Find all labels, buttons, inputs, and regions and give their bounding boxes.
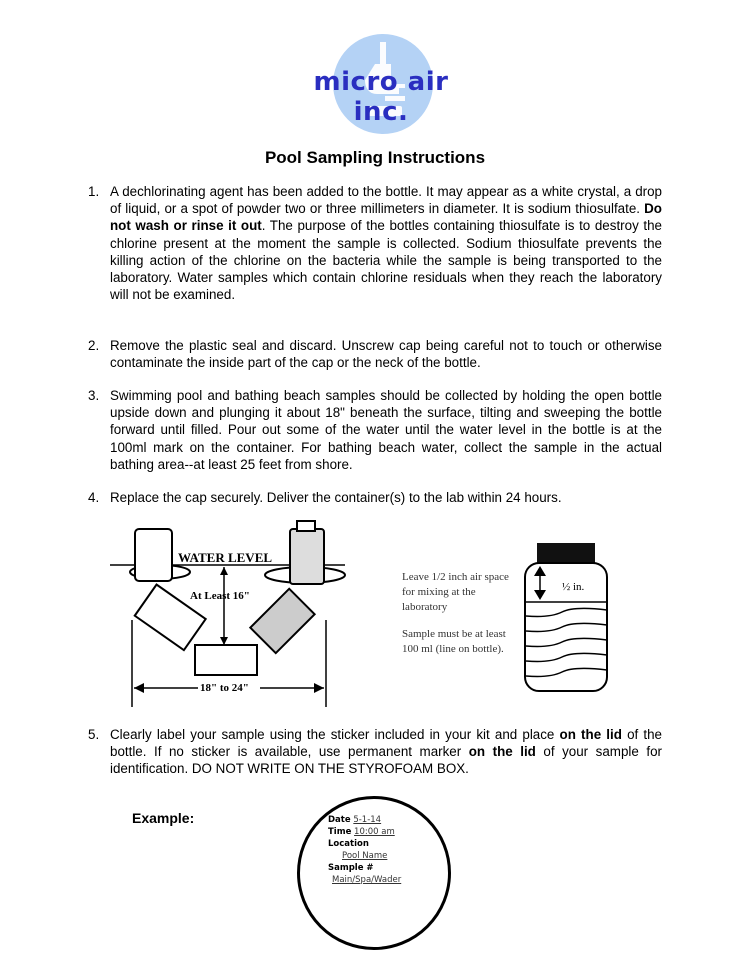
- air-space-note: Leave 1/2 inch air space for mixing at the laboratory Sample must be at least 100 ml (line on bottle).: [402, 571, 509, 655]
- example-label: Example:: [132, 810, 195, 826]
- item-number: 3.: [88, 388, 100, 403]
- logo-text: micro air inc.: [313, 67, 449, 127]
- sampling-technique-diagram: [100, 517, 380, 712]
- item-number: 1.: [88, 184, 100, 199]
- label-time: Time 10:00 am: [328, 827, 395, 837]
- item-number: 2.: [88, 338, 100, 353]
- instruction-item-2: [88, 337, 662, 371]
- item-text: Remove the plastic seal and discard. Unscrew cap being careful not to touch or otherwise contaminate the inside part of the cap or the neck of the bottle.: [110, 338, 662, 371]
- item-number: 4.: [88, 490, 100, 505]
- svg-text:½ in.: ½ in.: [562, 581, 585, 593]
- instruction-item-3: [88, 387, 662, 473]
- item-text: Clearly label your sample using the sticker included in your kit and place on the lid of the bottle. If no sticker is available, use permanent marker on the lid of your sample for identification. DO NOT WRITE ON THE STYROFOAM BOX.: [110, 727, 663, 777]
- label-sample-value: Main/Spa/Wader: [332, 875, 402, 885]
- company-logo: [286, 34, 476, 134]
- label-location-value: Pool Name: [342, 851, 388, 861]
- svg-text:18" to 24": 18" to 24": [200, 682, 249, 694]
- instruction-item-5: [88, 726, 662, 778]
- label-sample: Sample #: [328, 863, 374, 873]
- svg-text:At Least 16": At Least 16": [190, 590, 250, 602]
- instruction-item-4: [88, 489, 662, 506]
- svg-text:WATER LEVEL: WATER LEVEL: [178, 550, 273, 565]
- page-title: Pool Sampling Instructions: [264, 148, 486, 167]
- item-text: Replace the cap securely. Deliver the container(s) to the lab within 24 hours.: [110, 490, 562, 505]
- label-location: Location: [328, 839, 369, 849]
- item-text: A dechlorinating agent has been added to the bottle. It may appear as a white crystal, a drop of liquid, or a spot of powder two or three millimeters in diameter. It is sodium thiosulfate. Do not wash or rinse it out. The purpose of the bottles containing thiosulfate is to destroy the chlorine present at the moment the sample is collected. Sodium thiosulfate prevents the killing action of the chlorine on the bacteria while the sample is being transported to the laboratory. Water samples which contain chlorine residuals when they reach the laboratory will not be examined.: [110, 184, 662, 303]
- item-text: Swimming pool and bathing beach samples should be collected by holding the open bottle upside down and plunging it about 18" beneath the surface, tilting and sweeping the bottle forward until filled. Pour out some of the water until the water level in the bottle is at the 100ml mark on the container. For bathing beach water, collect the sample in the actual bathing area--at least 25 feet from shore.: [110, 388, 662, 472]
- item-number: 5.: [88, 727, 100, 742]
- label-date: Date 5-1-14: [328, 815, 382, 825]
- instruction-item-1: [88, 183, 662, 303]
- bottle-fill-diagram: [520, 540, 620, 700]
